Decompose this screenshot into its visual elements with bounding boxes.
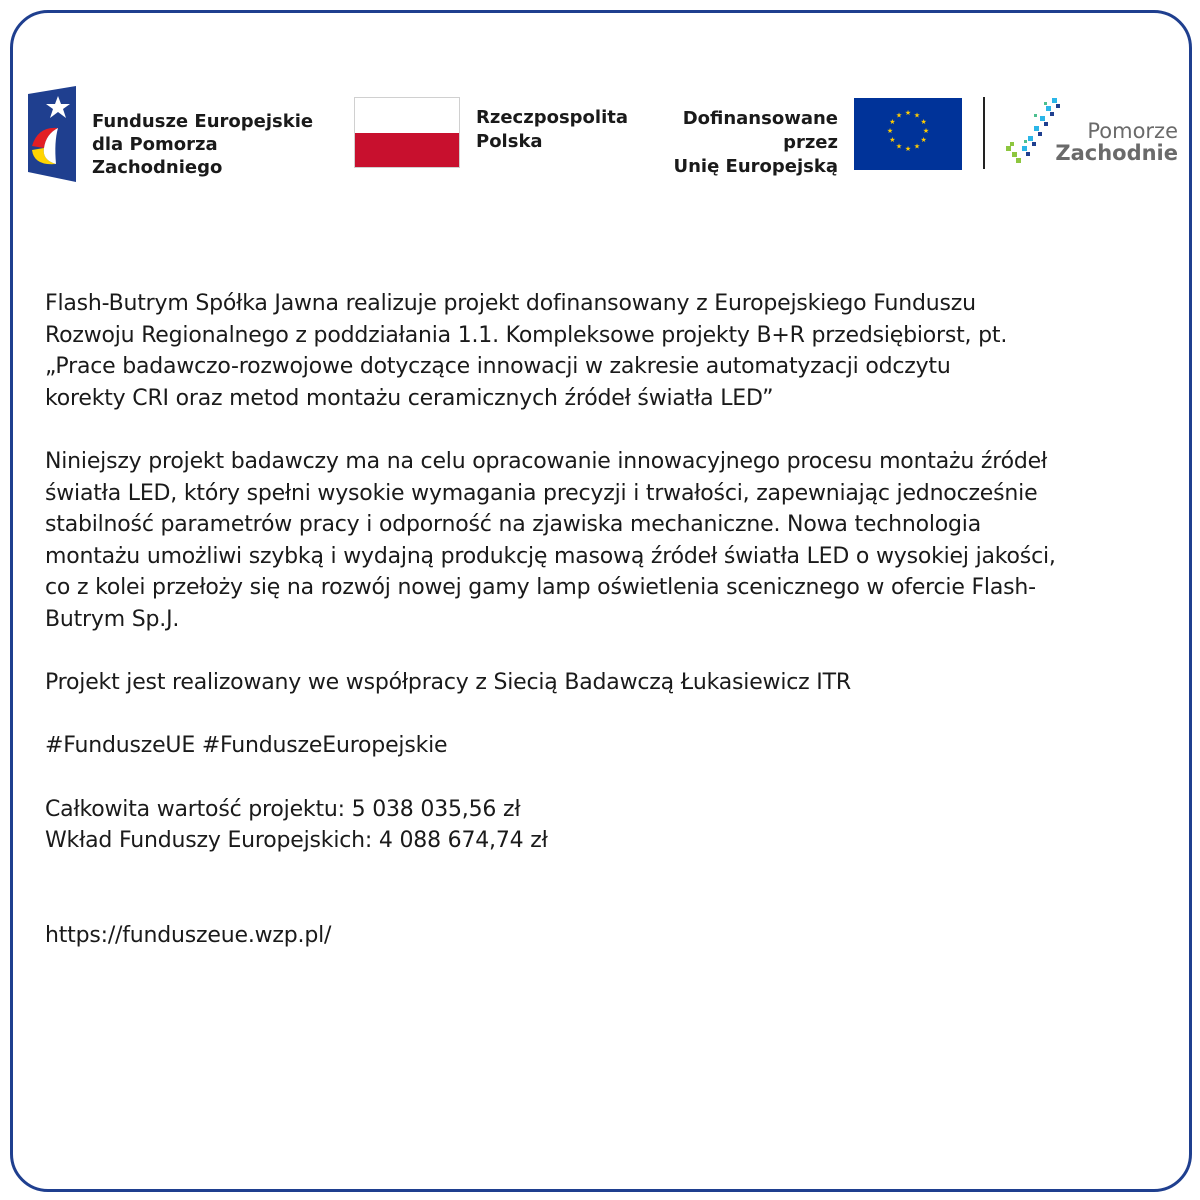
intro-line: Rozwoju Regionalnego z poddziałania 1.1. Kompleksowe projekty B+R przedsiębiorst, pt. [45, 322, 1008, 348]
logo-divider [983, 97, 985, 169]
pz-label-line1: Pomorze [1087, 119, 1178, 143]
svg-text:★: ★ [895, 111, 903, 120]
eu-contribution: Wkład Funduszy Europejskich: 4 088 674,74 zł [45, 828, 548, 854]
svg-text:★: ★ [913, 111, 921, 120]
description-line: montażu umożliwi szybką i wydajną produkcję masową źródeł światła LED o wysokiej jakości, [45, 543, 1056, 569]
rp-label-line1: Rzeczpospolita [476, 107, 628, 128]
funds-link[interactable]: https://funduszeue.wzp.pl/ [45, 922, 332, 948]
description-line: światła LED, który spełni wysokie wymagania precyzji i trwałości, zapewniając jednocześnie [45, 480, 1038, 506]
svg-text:★: ★ [886, 127, 894, 135]
logo-bar [28, 86, 1178, 182]
svg-text:★: ★ [920, 118, 927, 126]
svg-text:★: ★ [889, 118, 896, 126]
pz-label-line2: Zachodnie [1055, 141, 1178, 165]
svg-text:★: ★ [904, 109, 912, 117]
svg-text:★: ★ [922, 127, 930, 135]
description-line: co z kolei przełoży się na rozwój nowej gamy lamp oświetlenia scenicznego w ofercie Flash- [45, 575, 1036, 601]
rzeczpospolita-label [476, 106, 636, 154]
intro-line: „Prace badawczo-rozwojowe dotyczące innowacji w zakresie automatyzacji odczytu [45, 354, 951, 380]
eu-cofinanced-label [628, 107, 838, 179]
pomorze-zachodnie-label [1048, 120, 1178, 164]
fundusze-europejskie-label [92, 110, 352, 179]
eu-label-line1: Dofinansowane przez [682, 108, 838, 153]
description-line: stabilność parametrów pracy i odporność na zjawiska mechaniczne. Nowa technologia [45, 512, 981, 538]
intro-line: korekty CRI oraz metod montażu ceramicznych źródeł światła LED” [45, 385, 774, 411]
fundusze-europejskie-logo [28, 86, 80, 182]
poland-flag [354, 97, 460, 168]
intro-line: Flash-Butrym Spółka Jawna realizuje projekt dofinansowany z Europejskiego Funduszu [45, 291, 976, 316]
fe-label-line2: dla Pomorza Zachodniego [92, 134, 223, 178]
description-paragraph [45, 446, 1160, 636]
total-value: Całkowita wartość projektu: 5 038 035,56 zł [45, 796, 521, 822]
eu-flag [854, 98, 962, 170]
svg-text:★: ★ [904, 145, 912, 153]
description-line: Butrym Sp.J. [45, 606, 180, 632]
rp-label-line2: Polska [476, 131, 543, 152]
svg-text:★: ★ [920, 136, 927, 144]
eu-label-line2: Unię Europejską [673, 156, 838, 177]
description-line: Niniejszy projekt badawczy ma na celu opracowanie innowacyjnego procesu montażu źródeł [45, 448, 1048, 474]
svg-text:★: ★ [895, 142, 903, 151]
svg-text:★: ★ [889, 136, 896, 144]
fe-label-line1: Fundusze Europejskie [92, 111, 314, 132]
intro-paragraph [45, 288, 1160, 414]
hashtags: #FunduszeUE #FunduszeEuropejskie [45, 733, 448, 759]
project-description [45, 288, 1160, 951]
svg-text:★: ★ [913, 142, 921, 151]
cooperation-text: Projekt jest realizowany we współpracy z Siecią Badawczą Łukasiewicz ITR [45, 670, 851, 696]
